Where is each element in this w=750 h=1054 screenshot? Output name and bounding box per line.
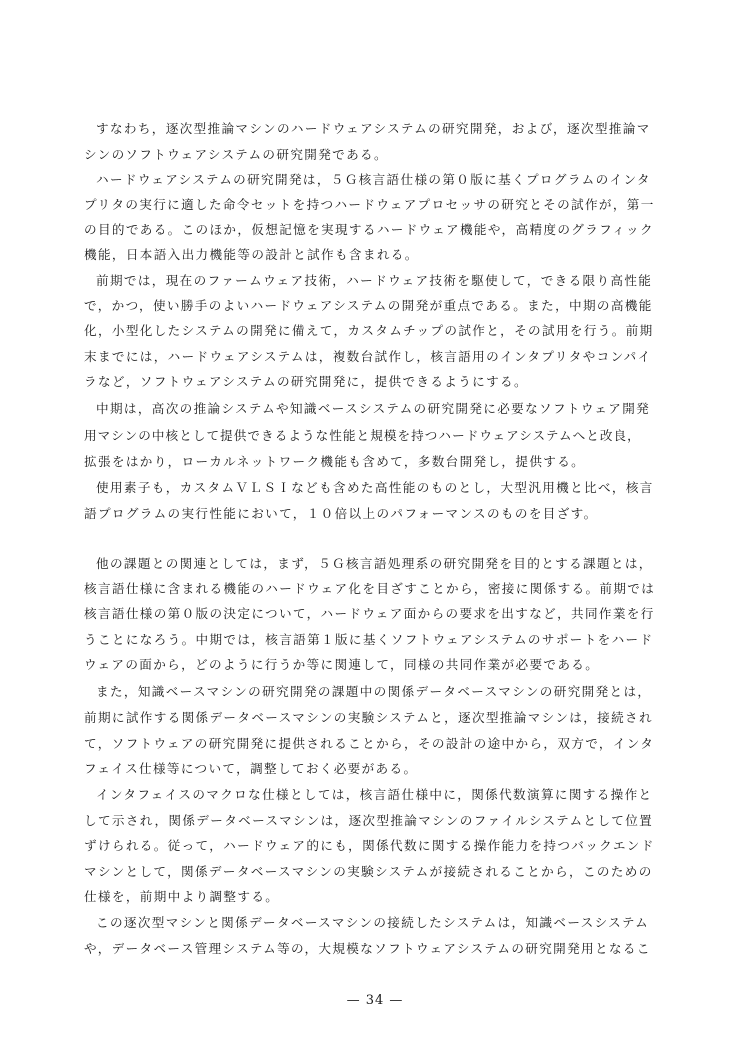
paragraph-line: 機能，日本語入出力機能等の設計と試作も含まれる。 (84, 247, 419, 262)
paragraph-line: プリタの実行に適した命令セットを持つハードウェアプロセッサの研究とその試作が，第一 (84, 197, 655, 212)
paragraph-line: ずけられる。従って，ハードウェア的にも，関係代数に関する操作能力を持つバックエンド (84, 838, 655, 853)
paragraph-line: 核言語仕様の第０版の決定について，ハードウェア面からの要求を出すなど，共同作業を行 (84, 606, 655, 621)
paragraph-line: 他の課題との関連としては，まず，５Ｇ核言語処理系の研究開発を目的とする課題とは， (96, 556, 653, 571)
paragraph-line: 核言語仕様に含まれる機能のハードウェア化を目ざすことから，密接に関係する。前期では (84, 581, 656, 596)
paragraph-line: 用マシンの中核として提供できるような性能と規模を持つハードウェアシステムへと改良， (84, 428, 641, 443)
paragraph-line: すなわち，逐次型推論マシンのハードウェアシステムの研究開発，および，逐次型推論マ (96, 121, 651, 136)
paragraph-line: 前期では，現在のファームウェア技術，ハードウェア技術を駆使して，できる限り高性能 (96, 273, 653, 288)
paragraph-line: の目的である。このほか，仮想記憶を実現するハードウェア機能や，高精度のグラフィック (84, 222, 654, 237)
paragraph-line: うことになろう。中期では，核言語第１版に基くソフトウェアシステムのサポートをハード (84, 632, 654, 647)
paragraph-line: で，かつ，使い勝手のよいハードウェアシステムの開発が重点である。また，中期の高機能 (84, 298, 653, 313)
paragraph-line: て，ソフトウェアの研究開発に提供されることから，その設計の途中から，双方で，インタ (84, 736, 655, 751)
page-number: — 34 — (346, 993, 404, 1008)
paragraph-line: この逐次型マシンと関係データベースマシンの接続したシステムは，知識ベースシステム (96, 915, 650, 930)
paragraph-line: マシンとして，関係データベースマシンの実験システムが接続されることから，このための (84, 864, 653, 879)
paragraph-line: 仕様を，前期中より調整する。 (84, 889, 280, 904)
paragraph-line: インタフェイスのマクロな仕様としては，核言語仕様中に，関係代数演算に関する操作と (96, 787, 653, 802)
paragraph-line: や，データベース管理システム等の，大規模なソフトウェアシステムの研究開発用となるこ (84, 941, 651, 956)
paragraph-line: して示され，関係データベースマシンは，逐次型推論マシンのファイルシステムとして位置 (84, 813, 654, 828)
paragraph-line: 語プログラムの実行性能において，１０倍以上のパフォーマンスのものを目ざす。 (84, 506, 598, 521)
paragraph-line: フェイス仕様等について，調整しておく必要がある。 (84, 761, 418, 776)
paragraph-line: ラなど，ソフトウェアシステムの研究開発に，提供できるようにする。 (84, 374, 528, 389)
paragraph-line: 前期に試作する関係データベースマシンの実験システムと，逐次型推論マシンは，接続され (84, 710, 653, 725)
paragraph-line: 中期は，高次の推論システムや知識ベースシステムの研究開発に必要なソフトウェア開発 (96, 401, 651, 416)
paragraph-line: また，知識ベースマシンの研究開発の課題中の関係データベースマシンの研究開発とは， (96, 684, 652, 699)
paragraph-line: ウェアの面から，どのように行うか等に関連して，同様の共同作業が必要である。 (84, 657, 600, 672)
paragraph-line: 拡張をはかり，ローカルネットワーク機能も含めて，多数台開発し，提供する。 (84, 454, 586, 469)
paragraph-line: 化，小型化したシステムの開発に備えて，カスタムチップの試作と，その試用を行う。前期 (84, 323, 654, 338)
paragraph-line: シンのソフトウェアシステムの研究開発である。 (84, 147, 388, 162)
paragraph-line: ハードウェアシステムの研究開発は，５Ｇ核言語仕様の第０版に基くプログラムのインタ (96, 172, 651, 187)
paragraph-line: 使用素子も，カスタムＶＬＳＩなども含めた高性能のものとし，大型汎用機と比べ，核言 (96, 480, 654, 495)
paragraph-line: 末までには，ハードウェアシステムは，複数台試作し，核言語用のインタプリタやコンパイ (84, 349, 652, 364)
